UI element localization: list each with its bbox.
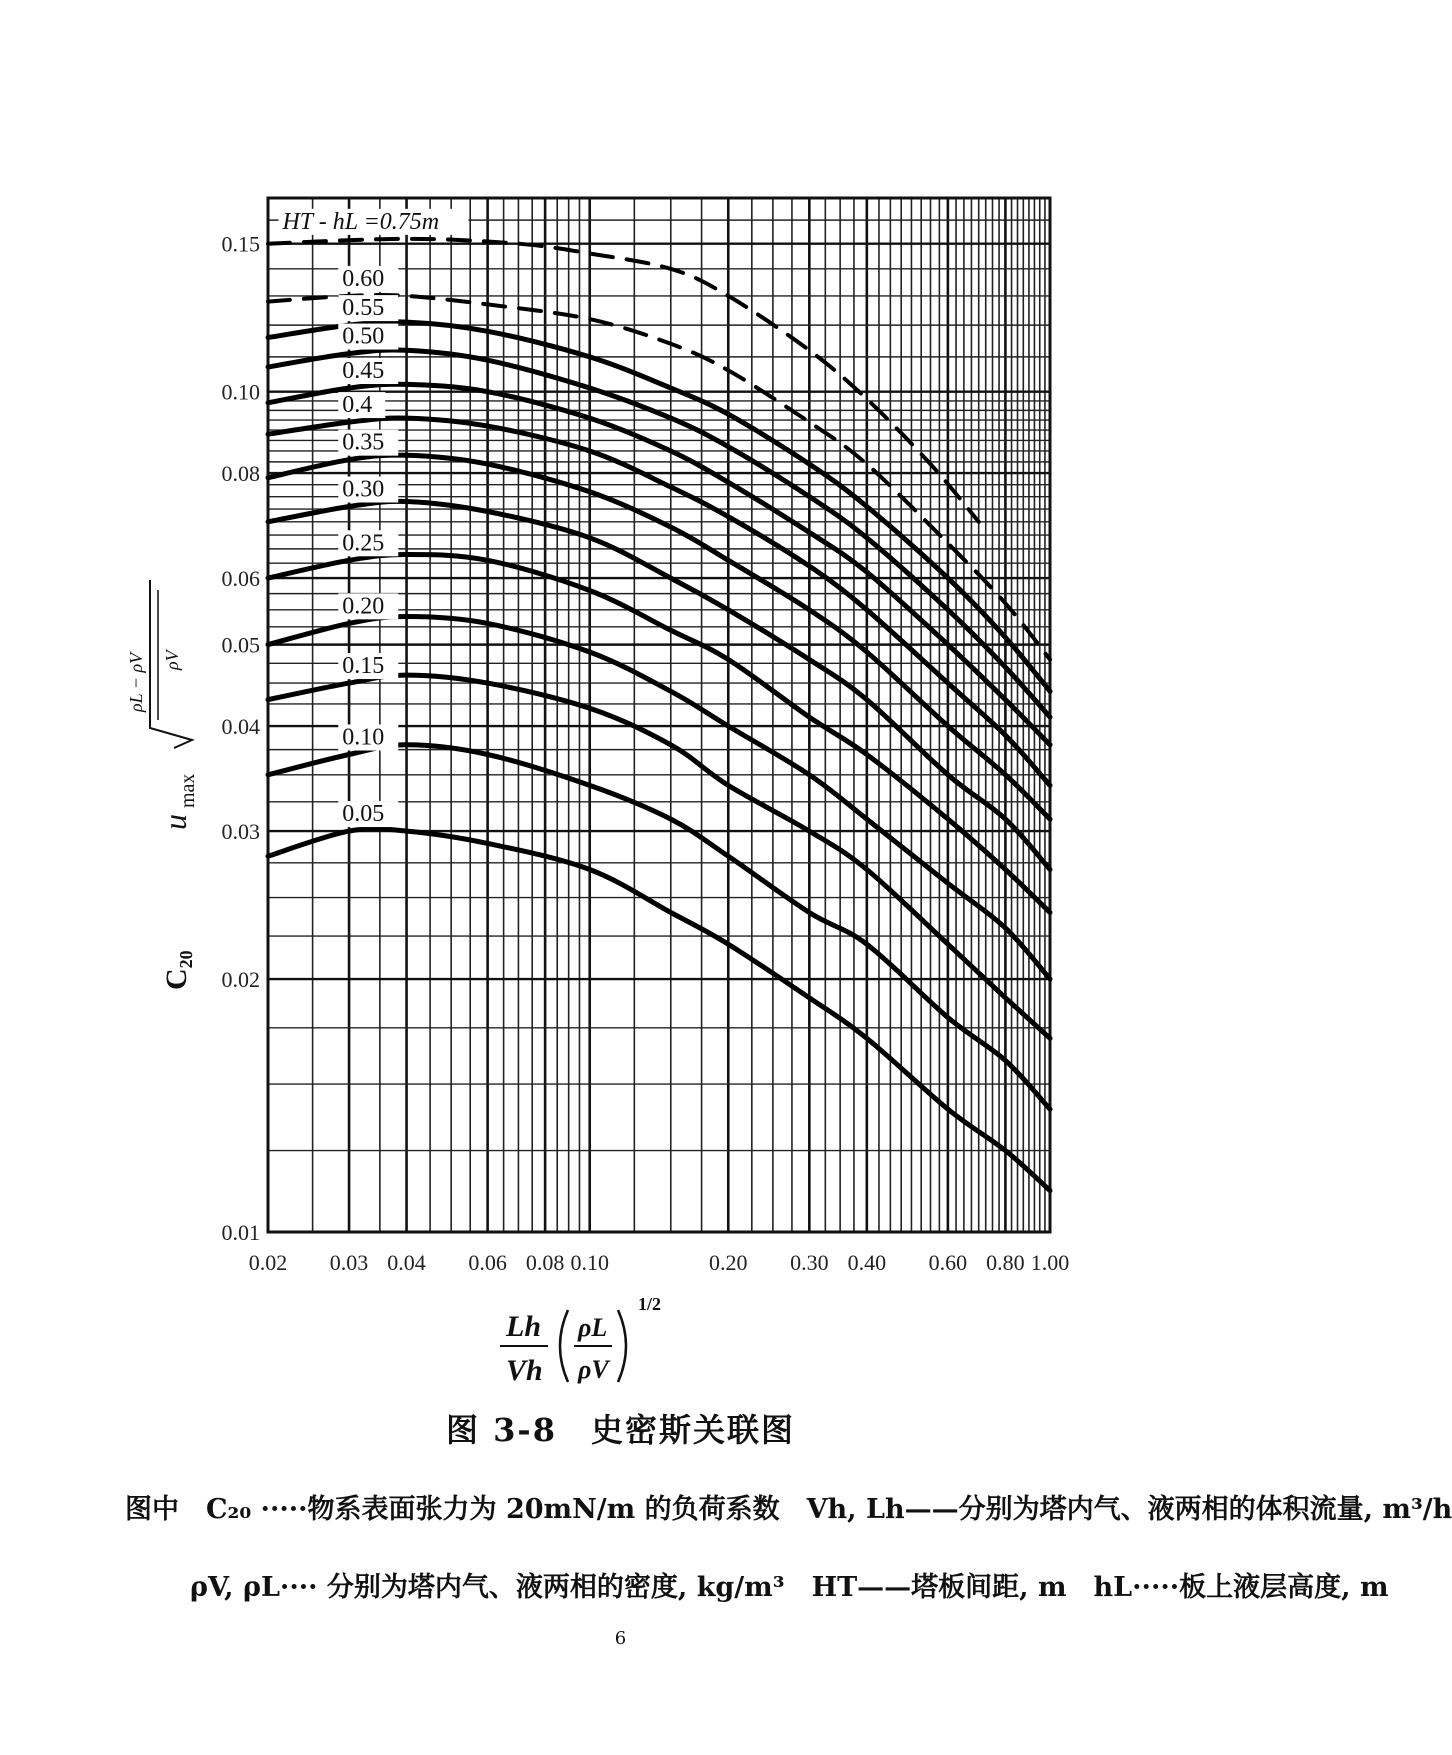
x-tick-label: 0.80 xyxy=(986,1250,1025,1275)
curve-label: 0.45 xyxy=(342,358,385,385)
x-tick-label: 0.60 xyxy=(928,1250,968,1275)
curve-label: 0.10 xyxy=(342,724,385,751)
curve-label: 0.30 xyxy=(342,476,385,503)
y-tick-label: 0.08 xyxy=(221,461,260,487)
figure-title: 图 3-8 史密斯关联图 xyxy=(446,1411,795,1449)
y-tick-label: 0.04 xyxy=(221,714,260,740)
x-label-exponent: 1/2 xyxy=(638,1294,662,1314)
x-label-rho-v: ρV xyxy=(578,1355,609,1384)
x-tick-label: 0.20 xyxy=(709,1250,748,1275)
y-tick-label: 0.06 xyxy=(221,566,260,592)
legend-line-2: ρV, ρL···· 分别为塔内气、液两相的密度, kg/m³ HT——塔板间距, m hL·····板上液层高度, m xyxy=(190,1572,1389,1603)
x-label-vh: Vh xyxy=(506,1354,543,1387)
curve-label: 0.20 xyxy=(342,593,385,620)
y-tick-label: 0.01 xyxy=(221,1220,260,1245)
x-label-lh: Lh xyxy=(506,1310,542,1343)
curve-label: 0.35 xyxy=(342,429,385,456)
x-tick-label: 0.30 xyxy=(790,1250,829,1275)
curve-label: 0.60 xyxy=(342,265,385,292)
curve-label: 0.55 xyxy=(342,295,385,322)
y-label-numerator: ρL − ρV xyxy=(126,652,146,712)
x-tick-label: 0.03 xyxy=(329,1250,369,1275)
y-label-u: u xyxy=(157,814,193,830)
y-tick-label: 0.02 xyxy=(221,967,260,993)
legend-line-1: 图中 C₂₀ ·····物系表面张力为 20mN/m 的负荷系数 Vh, Lh——分别为塔内气、液两相的体积流量, m³/h xyxy=(125,1494,1452,1525)
curve-label: 0.15 xyxy=(342,653,385,680)
x-tick-label: 0.02 xyxy=(248,1250,288,1275)
curve-label: 0.05 xyxy=(342,801,385,828)
y-tick-label: 0.03 xyxy=(221,819,260,845)
curve-label: HT - hL =0.75m xyxy=(282,208,440,235)
y-tick-label: 0.10 xyxy=(221,379,260,405)
x-label-rho-l: ρL xyxy=(578,1313,608,1342)
x-tick-label: 0.06 xyxy=(468,1250,507,1275)
x-tick-label: 0.10 xyxy=(570,1250,609,1275)
y-tick-label: 0.15 xyxy=(221,231,260,257)
curve-label: 0.50 xyxy=(342,323,385,350)
curve-label: 0.25 xyxy=(342,530,385,557)
y-tick-label: 0.05 xyxy=(221,632,260,658)
y-label-denominator: ρV xyxy=(162,650,182,670)
y-label-c20: C₂₀ xyxy=(160,950,193,990)
page-number: 6 xyxy=(614,1628,627,1649)
y-label-max: max xyxy=(177,773,199,808)
x-tick-label: 0.04 xyxy=(387,1250,426,1275)
x-tick-label: 0.40 xyxy=(847,1250,887,1275)
x-tick-label: 0.08 xyxy=(525,1250,565,1275)
curve-label: 0.4 xyxy=(342,392,373,419)
x-tick-label: 1.00 xyxy=(1030,1250,1070,1275)
